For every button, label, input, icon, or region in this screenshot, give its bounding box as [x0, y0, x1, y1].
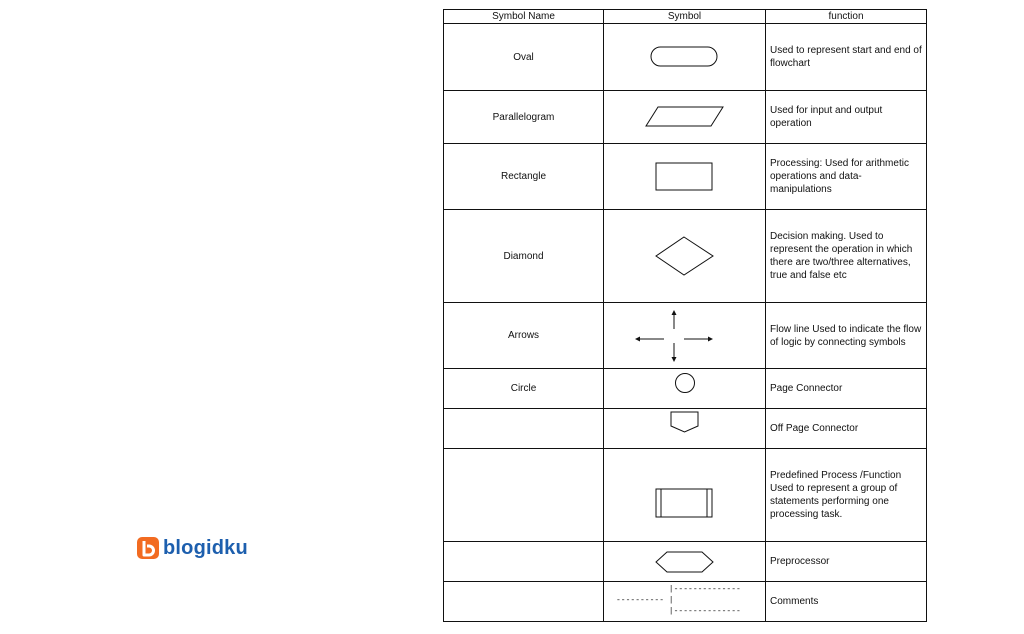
- function-cell: Predefined Process /Function Used to represent a group of statements performing one processing task.: [766, 449, 927, 542]
- function-cell: Decision making. Used to represent the operation in which there are two/three alternatives, true and false etc: [766, 210, 927, 303]
- symbol-cell: [604, 91, 766, 144]
- symbol-cell: [604, 303, 766, 369]
- parallelogram-icon: [645, 106, 725, 128]
- symbol-cell: [604, 409, 766, 449]
- table-row: [444, 369, 927, 409]
- table-row: [444, 91, 927, 144]
- diamond-icon: [655, 236, 715, 276]
- row-name: Circle: [444, 369, 604, 409]
- row-name: [444, 449, 604, 542]
- header-symbol-name: Symbol Name: [444, 10, 604, 24]
- row-name: Arrows: [444, 303, 604, 369]
- function-cell: Used to represent start and end of flowchart: [766, 24, 927, 91]
- symbol-cell: [604, 144, 766, 210]
- row-name: Parallelogram: [444, 91, 604, 144]
- circle-icon: [674, 372, 696, 394]
- oval-icon: [650, 46, 720, 68]
- table-row: [444, 409, 927, 449]
- symbol-cell: [604, 449, 766, 542]
- arrows-icon: [634, 309, 716, 363]
- header-symbol: Symbol: [604, 10, 766, 24]
- table-row: [444, 210, 927, 303]
- comment-line: |--------------: [616, 607, 741, 616]
- table-row: [444, 542, 927, 582]
- function-cell: Flow line Used to indicate the flow of logic by connecting symbols: [766, 303, 927, 369]
- flowchart-symbols-table: [443, 9, 927, 622]
- row-name: Oval: [444, 24, 604, 91]
- row-name: [444, 409, 604, 449]
- table-row: [444, 303, 927, 369]
- brand-name: blogidku: [163, 537, 248, 559]
- symbol-cell: [604, 210, 766, 303]
- comment-symbol: [616, 584, 741, 617]
- function-cell: Processing: Used for arithmetic operations and data-manipulations: [766, 144, 927, 210]
- row-name: Rectangle: [444, 144, 604, 210]
- function-cell: Preprocessor: [766, 542, 927, 582]
- comment-line: |--------------: [616, 585, 741, 594]
- brand-logo[interactable]: [137, 537, 248, 559]
- symbol-cell: [604, 542, 766, 582]
- header-function: function: [766, 10, 927, 24]
- function-cell: Page Connector: [766, 369, 927, 409]
- row-name: [444, 542, 604, 582]
- table-header-row: [444, 10, 927, 24]
- predefined-process-icon: [655, 488, 715, 520]
- row-name: [444, 582, 604, 622]
- table-row: [444, 24, 927, 91]
- table-row: [444, 144, 927, 210]
- symbol-cell: [604, 369, 766, 409]
- hexagon-icon: [655, 551, 715, 573]
- symbol-cell: [604, 24, 766, 91]
- function-cell: Off Page Connector: [766, 409, 927, 449]
- comment-icon: [604, 582, 766, 622]
- table-row: [444, 449, 927, 542]
- brand-badge-icon: [137, 537, 159, 559]
- comment-line: ---------- |: [616, 596, 674, 605]
- row-name: Diamond: [444, 210, 604, 303]
- function-cell: Comments: [766, 582, 927, 622]
- function-cell: Used for input and output operation: [766, 91, 927, 144]
- table-row: [444, 582, 927, 622]
- off-page-connector-icon: [670, 411, 700, 433]
- rectangle-icon: [655, 162, 715, 192]
